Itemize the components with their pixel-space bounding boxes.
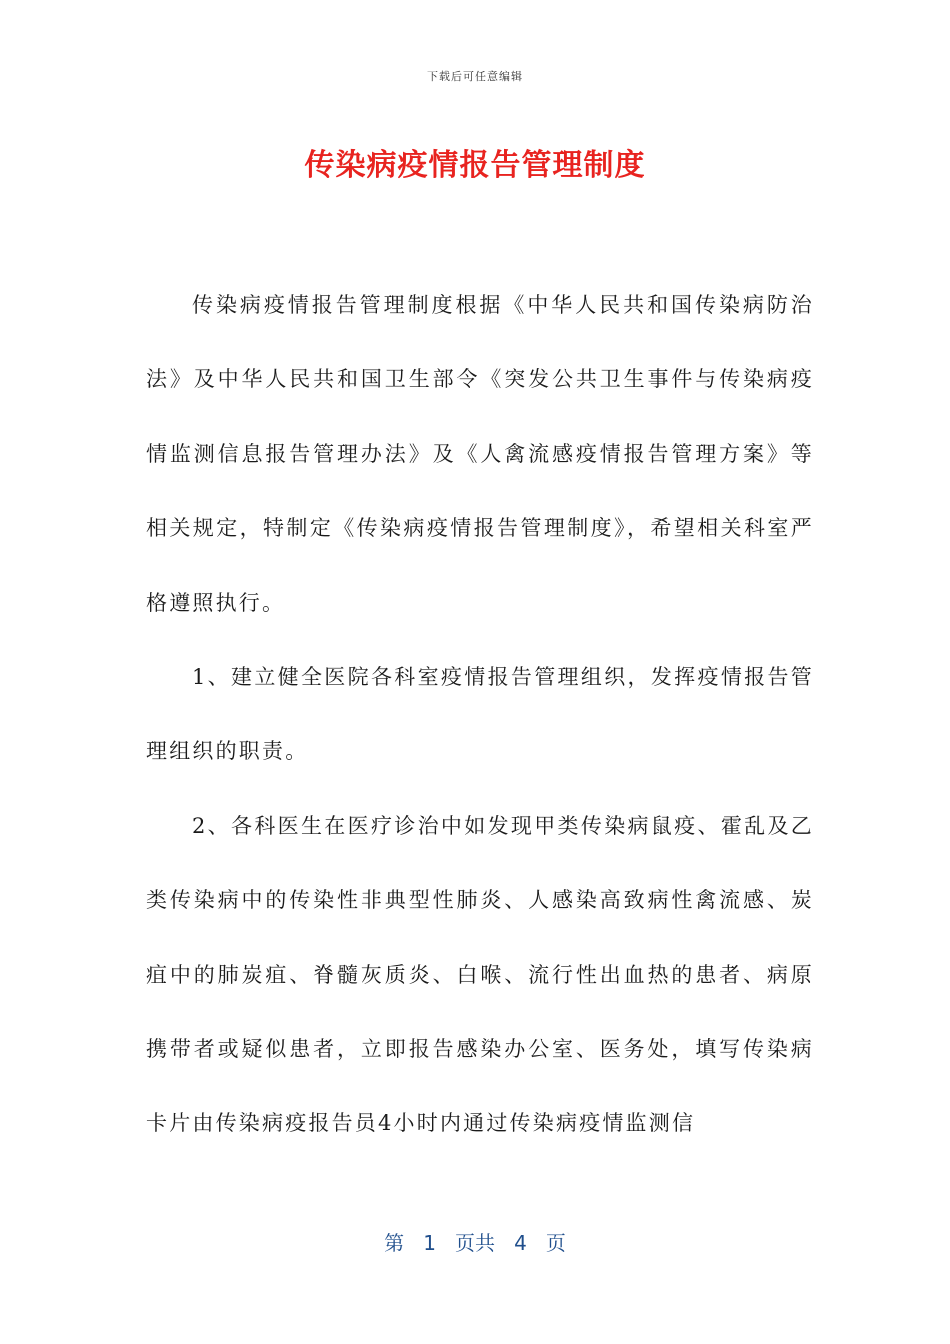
footer-prefix: 第 <box>384 1231 405 1255</box>
total-pages-number: 4 <box>514 1231 527 1255</box>
footer-middle: 页共 <box>455 1231 495 1255</box>
header-note: 下载后可任意编辑 <box>427 70 523 83</box>
document-title: 传染病疫情报告管理制度 <box>304 148 646 183</box>
footer-suffix: 页 <box>545 1231 566 1255</box>
paragraph-intro: 传染病疫情报告管理制度根据《中华人民共和国传染病防治法》及中华人民共和国卫生部令《突发公共卫生事件与传染病疫情监测信息报告管理办法》及《人禽流感疫情报告管理方案》等相关规定，特制定《传染病疫情报告管理制度》，希望相关科室严格遵照执行。 <box>146 293 814 615</box>
current-page-number: 1 <box>423 1231 436 1255</box>
paragraph-item-2: 2、各科医生在医疗诊治中如发现甲类传染病鼠疫、霍乱及乙类传染病中的传染性非典型性肺炎、人感染高致病性禽流感、炭疽中的肺炭疽、脊髓灰质炎、白喉、流行性出血热的患者、病原携带者或疑似患者，立即报告感染办公室、医务处，填写传染病卡片由传染病疫报告员4小时内通过传染病疫情监测信 <box>146 813 814 1136</box>
paragraph-item-1: 1、建立健全医院各科室疫情报告管理组织，发挥疫情报告管理组织的职责。 <box>146 665 814 764</box>
page-footer <box>0 1227 950 1256</box>
document-body <box>146 268 814 1161</box>
